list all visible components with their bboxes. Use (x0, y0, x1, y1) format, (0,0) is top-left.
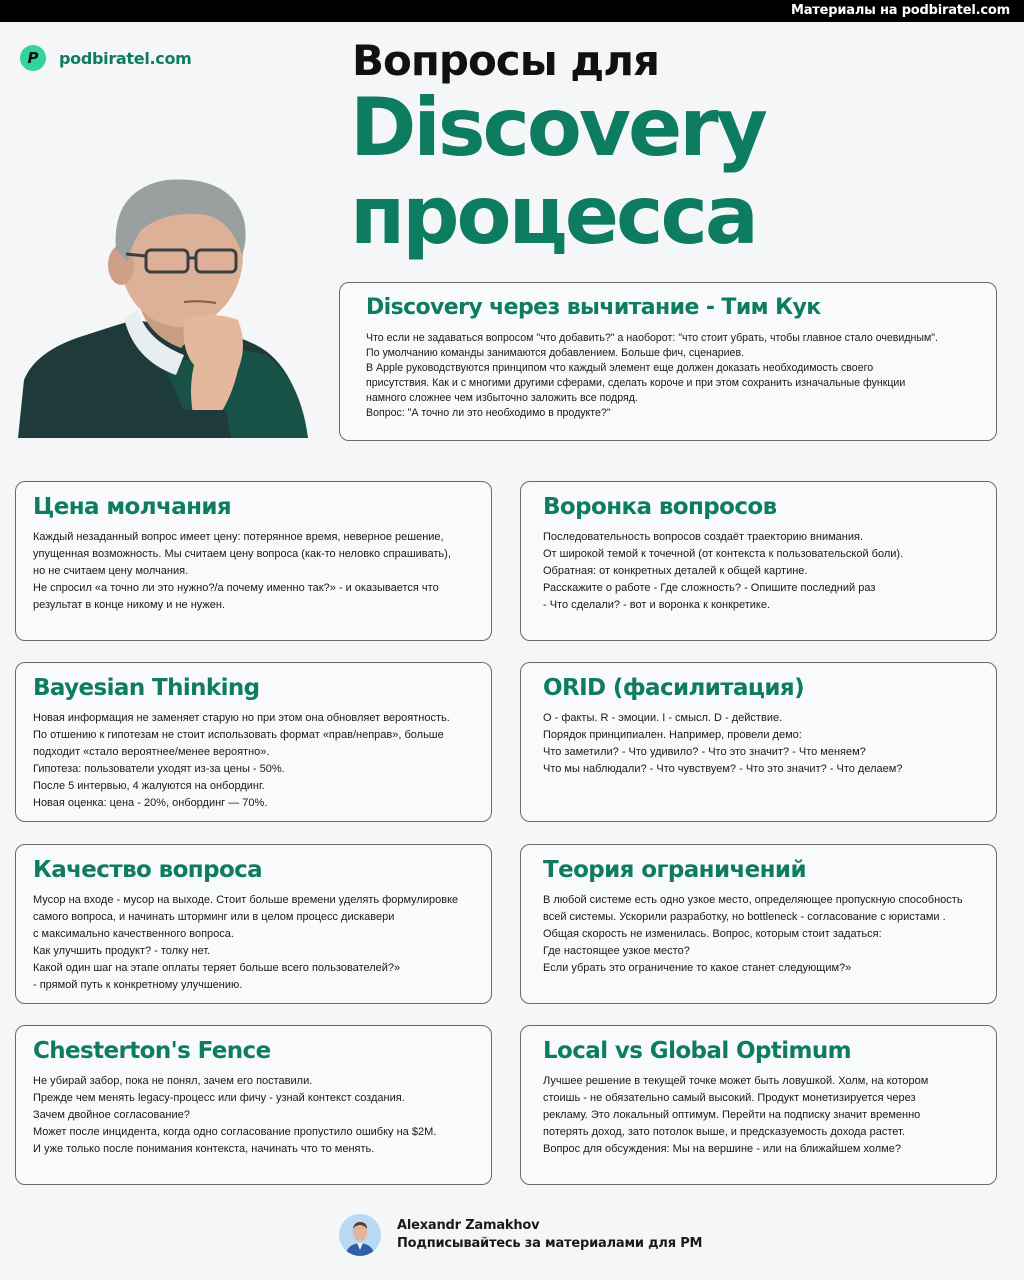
body-line: Порядок принципиален. Например, провели демо: (543, 729, 802, 741)
card-body (543, 892, 980, 977)
body-line: Новая информация не заменяет старую но при этом она обновляет вероятность. (33, 712, 450, 724)
card-body (543, 710, 980, 778)
body-line: подходит «стало вероятнее/менее вероятно». (33, 746, 270, 758)
body-line: В Apple руководствуются принципом что каждый элемент еще должен доказать необходимость своего (366, 362, 874, 374)
body-line: Лучшее решение в текущей точке может быть ловушкой. Холм, на котором (543, 1075, 929, 1087)
page-title-line3: процесса (350, 169, 756, 262)
card-title: Цена молчания (33, 494, 232, 520)
body-line: рекламу. Это локальный оптимум. Перейти на подписку значит временно (543, 1109, 921, 1121)
body-line: Обратная: от конкретных деталей к общей картине. (543, 565, 808, 577)
portrait-illustration-icon (16, 170, 312, 438)
body-line: Если убрать это ограничение то какое станет следующим?» (543, 962, 852, 974)
body-line: В любой системе есть одно узкое место, определяющее пропускную способность (543, 894, 963, 906)
body-line: Каждый незаданный вопрос имеет цену: потерянное время, неверное решение, (33, 531, 444, 543)
body-line: всей системы. Ускорили разработку, но bottleneck - согласование с юристами . (543, 911, 946, 923)
card-body (33, 1073, 475, 1158)
body-line: Зачем двойное согласование? (33, 1109, 190, 1121)
body-line: И уже только после понимания контекста, начинать что то менять. (33, 1143, 375, 1155)
body-line: Что заметили? - Что удивило? - Что это значит? - Что меняем? (543, 746, 866, 758)
card-body (543, 1073, 980, 1158)
body-line: Последовательность вопросов создаёт траекторию внимания. (543, 531, 864, 543)
card-question-funnel (520, 481, 997, 641)
card-title: ORID (фасилитация) (543, 675, 804, 701)
subscribe-cta[interactable]: Подписывайтесь за материалами для PM (397, 1236, 703, 1251)
body-line: Вопрос для обсуждения: Мы на вершине - или на ближайшем холме? (543, 1143, 901, 1155)
body-line: Какой один шаг на этапе оплаты теряет больше всего пользователей?» (33, 962, 401, 974)
body-line: Не убирай забор, пока не понял, зачем его поставили. (33, 1075, 313, 1087)
card-title: Bayesian Thinking (33, 675, 260, 701)
body-line: но не считаем цену молчания. (33, 565, 189, 577)
body-line: По отшению к гипотезам не стоит использовать формат «прав/неправ», больше (33, 729, 444, 741)
card-title: Local vs Global Optimum (543, 1038, 852, 1064)
body-line: Мусор на входе - мусор на выходе. Стоит больше времени уделять формулировке (33, 894, 459, 906)
body-line: Прежде чем менять legacy-процесс или фичу - узнай контекст создания. (33, 1092, 405, 1104)
card-orid (520, 662, 997, 822)
card-bayesian-thinking (15, 662, 492, 822)
body-line: Где настоящее узкое место? (543, 945, 690, 957)
card-chestertons-fence (15, 1025, 492, 1185)
body-line: Может после инцидента, когда одно согласование пропустило ошибку на $2M. (33, 1126, 437, 1138)
body-line: присутствия. Как и с многими другими сферами, сделать короче и при этом сохранить изначальные функции (366, 377, 906, 389)
body-line: Вопрос: "А точно ли это необходимо в продукте?" (366, 407, 611, 419)
card-body (33, 529, 475, 614)
avatar (339, 1214, 381, 1256)
brand-name: podbiratel.com (59, 48, 192, 68)
body-line: Не спросил «а точно ли это нужно?/а почему именно так?» - и оказывается что (33, 582, 439, 594)
body-line: Что если не задаваться вопросом "что добавить?" а наоборот: "что стоит убрать, чтобы главное стало очевидным". (366, 332, 938, 344)
body-line: потерять доход, зато потолок выше, и предсказуемость дохода растет. (543, 1126, 905, 1138)
card-body (33, 892, 475, 994)
hero-card-body (366, 331, 980, 421)
body-line: Расскажите о работе - Где сложность? - Опишите последний раз (543, 582, 876, 594)
card-price-of-silence (15, 481, 492, 641)
body-line: намного сложнее чем избыточно заложить все подряд. (366, 392, 638, 404)
body-line: По умолчанию команды занимаются добавлением. Больше фич, сценариев. (366, 347, 745, 359)
body-line: - прямой путь к конкретному улучшению. (33, 979, 243, 991)
author-footer[interactable] (339, 1214, 702, 1256)
body-line: Как улучшить продукт? - толку нет. (33, 945, 211, 957)
body-line: O - факты. R - эмоции. I - смысл. D - действие. (543, 712, 783, 724)
card-title: Chesterton's Fence (33, 1038, 271, 1064)
card-theory-of-constraints (520, 844, 997, 1004)
card-local-vs-global-optimum (520, 1025, 997, 1185)
body-line: результат в конце никому и не нужен. (33, 599, 225, 611)
card-title: Воронка вопросов (543, 494, 777, 520)
body-line: От широкой темой к точечной (от контекста к пользовательской боли). (543, 548, 904, 560)
body-line: Общая скорость не изменилась. Вопрос, которым стоит задаться: (543, 928, 882, 940)
body-line: Гипотеза: пользователи уходят из-за цены - 50%. (33, 763, 285, 775)
card-title: Качество вопроса (33, 857, 263, 883)
author-name: Alexandr Zamakhov (397, 1218, 540, 1233)
card-title: Теория ограничений (543, 857, 806, 883)
body-line: упущенная возможность. Мы считаем цену вопроса (как-то неловко спрашивать), (33, 548, 451, 560)
brand-logo-icon: P (20, 45, 46, 71)
brand[interactable] (20, 45, 192, 71)
card-body (33, 710, 475, 812)
body-line: Новая оценка: цена - 20%, онбординг — 70%. (33, 797, 268, 809)
body-line: Что мы наблюдали? - Что чувствуем? - Что это значит? - Что делаем? (543, 763, 903, 775)
top-banner-text: Материалы на podbiratel.com (790, 3, 1010, 18)
footer-text (397, 1217, 702, 1253)
card-question-quality (15, 844, 492, 1004)
page-title-line1: Вопросы для (352, 36, 659, 85)
body-line: самого вопроса, и начинать шторминг или в целом процесс дискавери (33, 911, 395, 923)
body-line: После 5 интервью, 4 жалуются на онбординг. (33, 780, 265, 792)
hero-card-title: Discovery через вычитание - Тим Кук (366, 295, 821, 320)
page-title-line2: Discovery (350, 81, 765, 174)
body-line: - Что сделали? - вот и воронка к конкретике. (543, 599, 771, 611)
hero-card (339, 282, 997, 441)
card-body (543, 529, 980, 614)
top-banner (0, 0, 1024, 22)
body-line: с максимально качественного вопроса. (33, 928, 234, 940)
body-line: стоишь - не обязательно самый высокий. Продукт монетизируется через (543, 1092, 916, 1104)
